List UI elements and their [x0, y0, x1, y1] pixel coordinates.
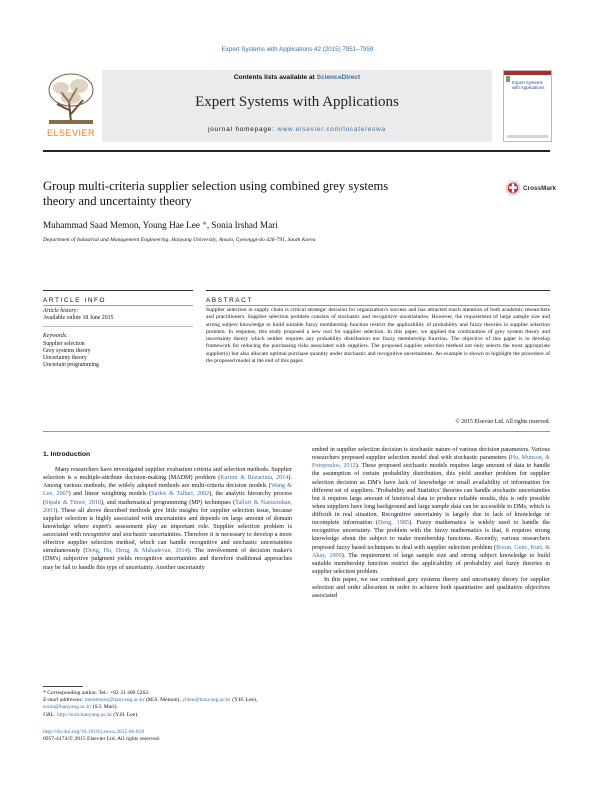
homepage-line — [102, 126, 492, 133]
text-run: and — [110, 532, 123, 538]
text-run: ), the analytic hierarchy process ( — [43, 491, 292, 506]
citation-link[interactable]: Talluri & Narasimhan, 2003 — [43, 499, 293, 514]
abstract-heading: ABSTRACT — [206, 297, 253, 304]
citation-link[interactable]: Karimi & Rezaeinia, 2014 — [220, 475, 289, 482]
corresponding-author-marker[interactable]: * — [199, 220, 207, 230]
keywords-label: Keywords: — [43, 333, 68, 340]
citation-link[interactable]: Deng, Hu, Deng, & Mahadevan, 2014 — [85, 548, 188, 555]
citation-link[interactable]: Sarkis & Talluri, 2002 — [151, 491, 210, 498]
text-run: ). Among various methods, the widely adopted methods are multi-criteria decision models ( — [43, 475, 292, 490]
cover-top-bar — [504, 71, 551, 75]
body-column-right — [312, 446, 550, 600]
email-owner: (Y.H. Lee), — [230, 697, 258, 704]
text-run: ). These all above described methods give little insights for supplier selection issue, because supplier selection is highly associated with uncertainties and depends on large amount of domain knowledge where expert's assessment play an important role. Supplier selection problem is associated with — [43, 507, 292, 538]
body-column-left — [43, 466, 292, 572]
citation-link[interactable]: Sipahi & Timor, 2010 — [45, 499, 102, 506]
email-label: E-mail addresses: — [43, 697, 85, 704]
crossmark-label[interactable]: CrossMark — [523, 185, 557, 192]
section-heading-introduction: 1. Introduction — [43, 451, 91, 458]
sciencedirect-link[interactable]: ScienceDirect — [316, 74, 361, 81]
intro-paragraph-1 — [43, 466, 292, 572]
history-value: Available online 18 June 2015 — [43, 315, 114, 322]
email-link[interactable]: yhlee@hanyang.ac.kr — [182, 697, 231, 704]
homepage-link[interactable]: www.elsevier.com/locate/eswa — [277, 126, 386, 133]
corresponding-author-note: * Corresponding author. Tel.: +82 31 400 5262. — [43, 690, 150, 696]
url-label: URL: — [43, 711, 57, 718]
abstract-text: Supplier selection in supply chain is critical strategic decision for organization's success and has attracted much attention of both academic researchers and practitioners. Supplier selection problem consists of stochastic and recognitive uncertainties. However, the requirement of large sample size and strong subject knowledge to build suitable fuzzy membership function restrict the applicability of probability and fuzzy theories in supplier selection problem. In response, this study proposed a new tool for supplier selection. In this paper, we applied the combination of grey system theory and uncertainty theory which neither requires any probability distribution nor fuzzy membership function. The objective of this paper is to develop framework for reducing the purchasing risks associated with suppliers. The proposed supplier selection method not only selects the most appropriate supplier(s) but also allocate optimal purchase quantity under stochastic and recognitive uncertainties. An example is shown to highlight the procedure of the proposed model at the end of this paper. — [206, 307, 550, 364]
history-label: Article history: — [43, 308, 79, 314]
email-owner: (M.S. Memon), — [144, 697, 183, 704]
email-link[interactable]: msmemon@hanyang.ac.kr — [84, 697, 145, 704]
issn-line: 0957-4174/© 2015 Elsevier Ltd. All rights reserved. — [43, 736, 161, 743]
keyword: Grey systems theory — [43, 347, 91, 354]
footnote-rule — [43, 686, 83, 687]
footnotes — [43, 690, 292, 719]
journal-name: Expert Systems with Applications — [195, 94, 399, 110]
citation-link[interactable]: Hu, Munson, & Fotopoulos, 2012 — [312, 455, 550, 470]
article-info-heading: ARTICLE INFO — [43, 297, 107, 304]
emphasis: recognitive — [82, 532, 111, 538]
article-info-block — [43, 308, 193, 369]
crossmark-icon[interactable] — [505, 180, 521, 196]
intro-paragraph-1-continued — [312, 446, 550, 576]
text-run: ) and linear weighting models ( — [68, 491, 152, 498]
keyword: Supplier selection — [43, 340, 85, 347]
cover-emblem — [506, 76, 510, 82]
text-run: embed in supplier selection decision is stochastic nature of various decision parameters. Various researchers proposed supplier selection model deal with stochastic parameters ( — [312, 447, 550, 462]
email-addresses — [43, 697, 292, 711]
emphasis: stochastic — [122, 532, 148, 538]
article-title — [43, 179, 473, 209]
abstract-rule — [206, 290, 550, 291]
citation-link[interactable]: Deng, 1985 — [378, 520, 409, 527]
email-owner: (S.I. Mari). — [91, 704, 118, 711]
article-info-rule — [43, 290, 193, 291]
journal-reference[interactable]: Expert Systems with Applications 42 (2015) 7951–7959 — [221, 46, 374, 53]
intro-paragraph-2: In this paper, we use combined grey systems theory and uncertainty theory for supplier selection and order allocation in order to achieve both quantitative and qualitative objectives associated — [312, 577, 550, 600]
publisher-wordmark: ELSEVIER — [46, 128, 96, 138]
text-run: ). Fuzzy mathematics is widely used to handle the recognitive uncertainty. The problem with the fuzzy mathematics is that, it requires strong knowledge about the subject to make membership functions. Recently, various researchers proposed fuzzy based techniques to deal with supplier selection problem ( — [312, 520, 551, 551]
citation-link[interactable]: Wang & Lee, 2007 — [43, 483, 292, 498]
article-info-subrule — [43, 305, 193, 306]
text-run: ), and mathematical programming (MP) techniques ( — [101, 499, 236, 506]
text-run: ). The involvement of decision maker's (DM's) subjective judgment yields recognitive uncertainties and therefore traditional approaches may be fail to handle this type of uncertainty. Another uncertainty — [43, 548, 293, 571]
doi-block — [43, 729, 160, 743]
abstract-copyright: © 2015 Elsevier Ltd. All rights reserved. — [455, 419, 550, 425]
homepage-prefix: journal homepage: — [208, 126, 278, 133]
cover-title: Expert Systems with Applications — [512, 80, 545, 90]
title-line-1: Group multi-criteria supplier selection using combined grey systems — [43, 179, 389, 193]
author-names-1: Muhammad Saad Memon, Young Hae Lee — [43, 220, 200, 230]
info-separator — [43, 322, 193, 327]
url-owner: (Y.H. Lee). — [112, 711, 139, 718]
email-link[interactable]: sonia@hanyang.ac.kr — [43, 704, 92, 711]
contents-line — [102, 74, 492, 81]
keyword: Uncertainty theory — [43, 355, 87, 362]
keyword: Uncertain programming — [43, 362, 99, 369]
journal-cover-thumbnail — [503, 70, 552, 142]
text-run: ). The requirement of large sample size and strong subject knowledge to build suitable membership function restrict the applicability of probability and fuzzy theories in supplier selection problem. — [312, 552, 550, 575]
keywords-list — [43, 341, 193, 370]
text-run: ). These proposed stochastic models requires large amount of data to handle the assumption of certain probability distribution, this yield another problem for supplier selection decision as DM's have lack of knowledge or small availability of information for different set of suppliers. 'Probability and Statistics' theories can handle stochastic uncertainties but it requires large amount of historical data to produce reliable results, this is only possible when suppliers have long background and large sample data can be accessible to DMs, which is difficult in real situation. Recognitive uncertainty is largely due to lack of knowledge or incomplete information ( — [312, 463, 550, 527]
url-note — [43, 712, 292, 719]
front-matter-bottom-rule — [43, 431, 550, 432]
text-run: Many researchers have investigated supplier evaluation criteria and selection methods. Supplier selection is a multiple-attribute decision-making (MADM) problem ( — [43, 467, 292, 482]
author-list — [43, 220, 278, 230]
doi-link[interactable]: http://dx.doi.org/10.1016/j.eswa.2015.06.018 — [43, 729, 145, 735]
author-names-2: , Sonia Irshad Mari — [206, 220, 278, 230]
text-run: uncertainties. Therefore it is necessary to develop a more effective supplier selection method, which can handle recognitive and stochastic uncertainties simultaneously ( — [43, 532, 292, 555]
url-link[interactable]: http://scm.hanyang.ac.kr — [56, 711, 112, 718]
citation-link[interactable]: Boran, Genc, Kurt, & Akay, 2009 — [312, 544, 550, 559]
affiliation: Department of Industrial and Management Engineering, Hanyang University, Ansan, Gyeonggi-do 426-791, South Korea — [43, 237, 316, 243]
title-line-2: theory and uncertainty theory — [43, 194, 192, 208]
contents-prefix: Contents lists available at — [233, 74, 317, 81]
header-divider — [43, 150, 550, 152]
abstract-subrule — [206, 305, 550, 306]
cover-stripe — [507, 135, 548, 138]
